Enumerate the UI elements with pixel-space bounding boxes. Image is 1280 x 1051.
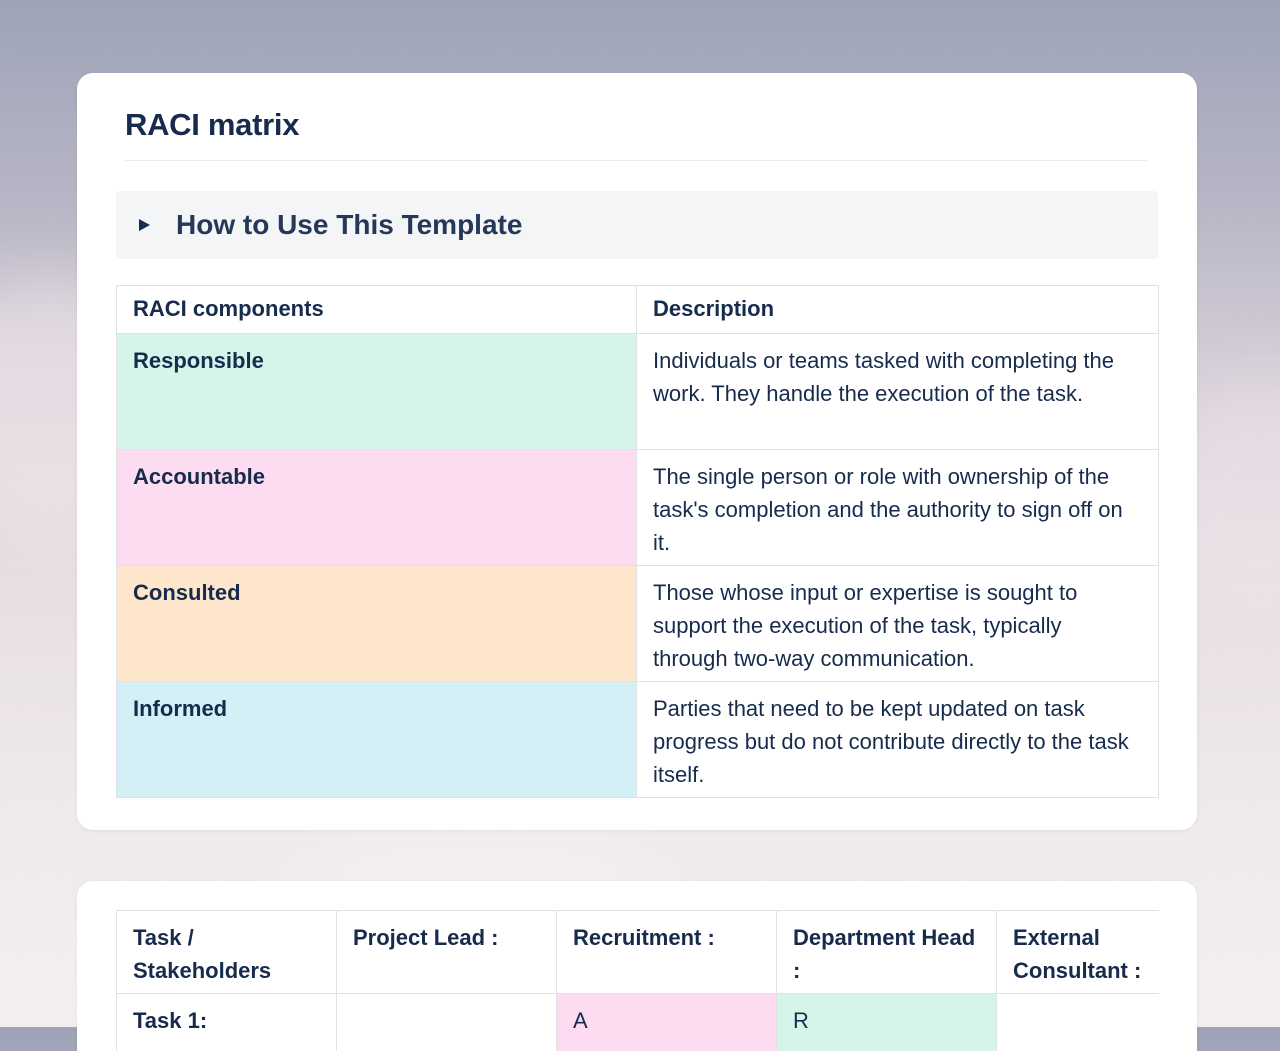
raci-components-table [116,285,1159,798]
header-task-stakeholders[interactable]: Task / Stakeholders [117,911,337,994]
raci-assignment-card [77,881,1197,1051]
page-title: RACI matrix [125,107,299,143]
table-row [117,450,1159,566]
expand-label: How to Use This Template [176,209,522,241]
project-lead-cell[interactable] [337,994,557,1051]
component-consulted[interactable]: Consulted [117,566,637,682]
component-informed[interactable]: Informed [117,682,637,798]
external-consultant-cell[interactable] [997,994,1159,1051]
component-responsible[interactable]: Responsible [117,334,637,450]
table-row [117,566,1159,682]
recruitment-cell[interactable]: A [557,994,777,1051]
description-consulted[interactable]: Those whose input or expertise is sought to support the execution of the task, typically through two-way communication. [637,566,1159,682]
table-header-row [117,286,1159,334]
header-description[interactable]: Description [637,286,1159,334]
description-accountable[interactable]: The single person or role with ownership of the task's completion and the authority to sign off on it. [637,450,1159,566]
description-responsible[interactable]: Individuals or teams tasked with completing the work. They handle the execution of the task. [637,334,1159,450]
table-row [117,682,1159,798]
task-stakeholder-table [116,910,1159,1051]
table-header-row [117,911,1159,994]
raci-components-card [77,73,1197,830]
header-project-lead[interactable]: Project Lead : [337,911,557,994]
table-row [117,334,1159,450]
title-divider [125,160,1147,161]
component-accountable[interactable]: Accountable [117,450,637,566]
header-department-head[interactable]: Department Head : [777,911,997,994]
header-raci-components[interactable]: RACI components [117,286,637,334]
how-to-use-expand[interactable] [116,191,1158,259]
description-informed[interactable]: Parties that need to be kept updated on task progress but do not contribute directly to the task itself. [637,682,1159,798]
table-row [117,994,1159,1051]
triangle-right-icon[interactable] [139,219,150,231]
header-external-consultant[interactable]: External Consultant : [997,911,1159,994]
department-head-cell[interactable]: R [777,994,997,1051]
header-recruitment[interactable]: Recruitment : [557,911,777,994]
task-cell[interactable]: Task 1: [117,994,337,1051]
